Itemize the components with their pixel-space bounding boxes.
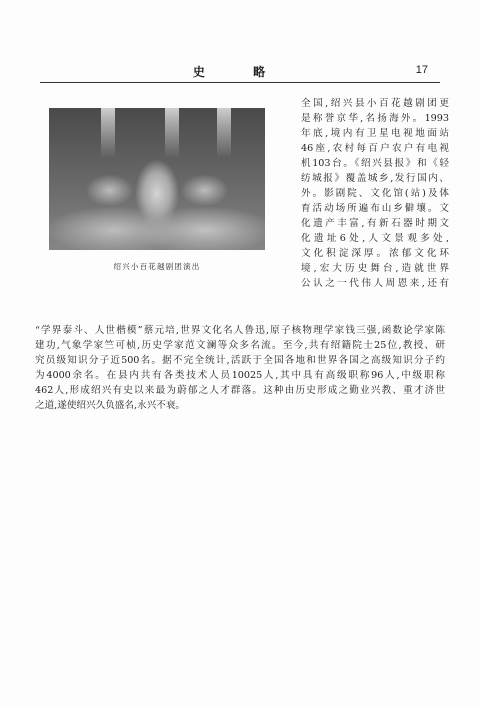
text-line: 境,宏大历史舞台,造就世界 — [301, 263, 449, 274]
right-column-text — [301, 96, 449, 291]
text-line: 化遗址6处,人文景观多处, — [301, 233, 449, 244]
photo-caption: 绍兴小百花越剧团演出 — [113, 262, 201, 271]
text-line: 究员级知识分子近500名。据不完全统计,活跃于全国各地和世界各国之高级知识分子约 — [35, 355, 445, 366]
page-number: 17 — [415, 64, 428, 76]
text-line: 外。影剧院、文化馆(站)及体 — [301, 188, 449, 199]
text-line: 46座,农村每百户农户有电视 — [301, 143, 449, 154]
stage-light — [165, 108, 179, 158]
text-line: 之道,遂使绍兴久负盛名,永兴不衰。 — [35, 400, 186, 411]
text-line: 机103台。《绍兴县报》和《轻 — [301, 158, 449, 169]
text-line: 全国,绍兴县小百花越剧团更 — [301, 98, 449, 109]
running-title: 史 略 — [192, 65, 288, 79]
text-line: 是称誉京华,名扬海外。1993 — [301, 113, 449, 124]
text-line: 为4000余名。在县内共有各类技术人员10025人,其中具有高级职称96人,中级职称 — [35, 370, 445, 381]
text-line: 文化积淀深厚。浓郁文化环 — [301, 248, 449, 259]
text-line: 化遗产丰富,有新石器时期文 — [301, 218, 449, 229]
text-line: 建功,气象学家竺可桢,历史学家范文澜等众多名流。至今,共有绍籍院士25位,教授、研 — [35, 340, 445, 351]
full-width-text — [35, 323, 445, 413]
text-line: “学界泰斗、人世楷模”蔡元培,世界文化名人鲁迅,原子核物理学家钱三强,函数论学家陈 — [35, 325, 445, 336]
text-line: 育活动场所遍布山乡僻壤。文 — [301, 203, 449, 214]
text-line: 公认之一代伟人周恩来,还有 — [301, 278, 449, 289]
text-line: 年底,境内有卫星电视地面站 — [301, 128, 449, 139]
stage-light — [217, 108, 231, 158]
page-header — [40, 60, 440, 83]
stage-light — [101, 108, 115, 158]
text-line: 纺城报》覆盖城乡,发行国内、 — [301, 173, 449, 184]
text-line: 462人,形成绍兴有史以来最为蔚郁之人才群落。这种由历史形成之勤业兴教、重才济世 — [35, 385, 445, 396]
performance-photo — [49, 108, 265, 250]
